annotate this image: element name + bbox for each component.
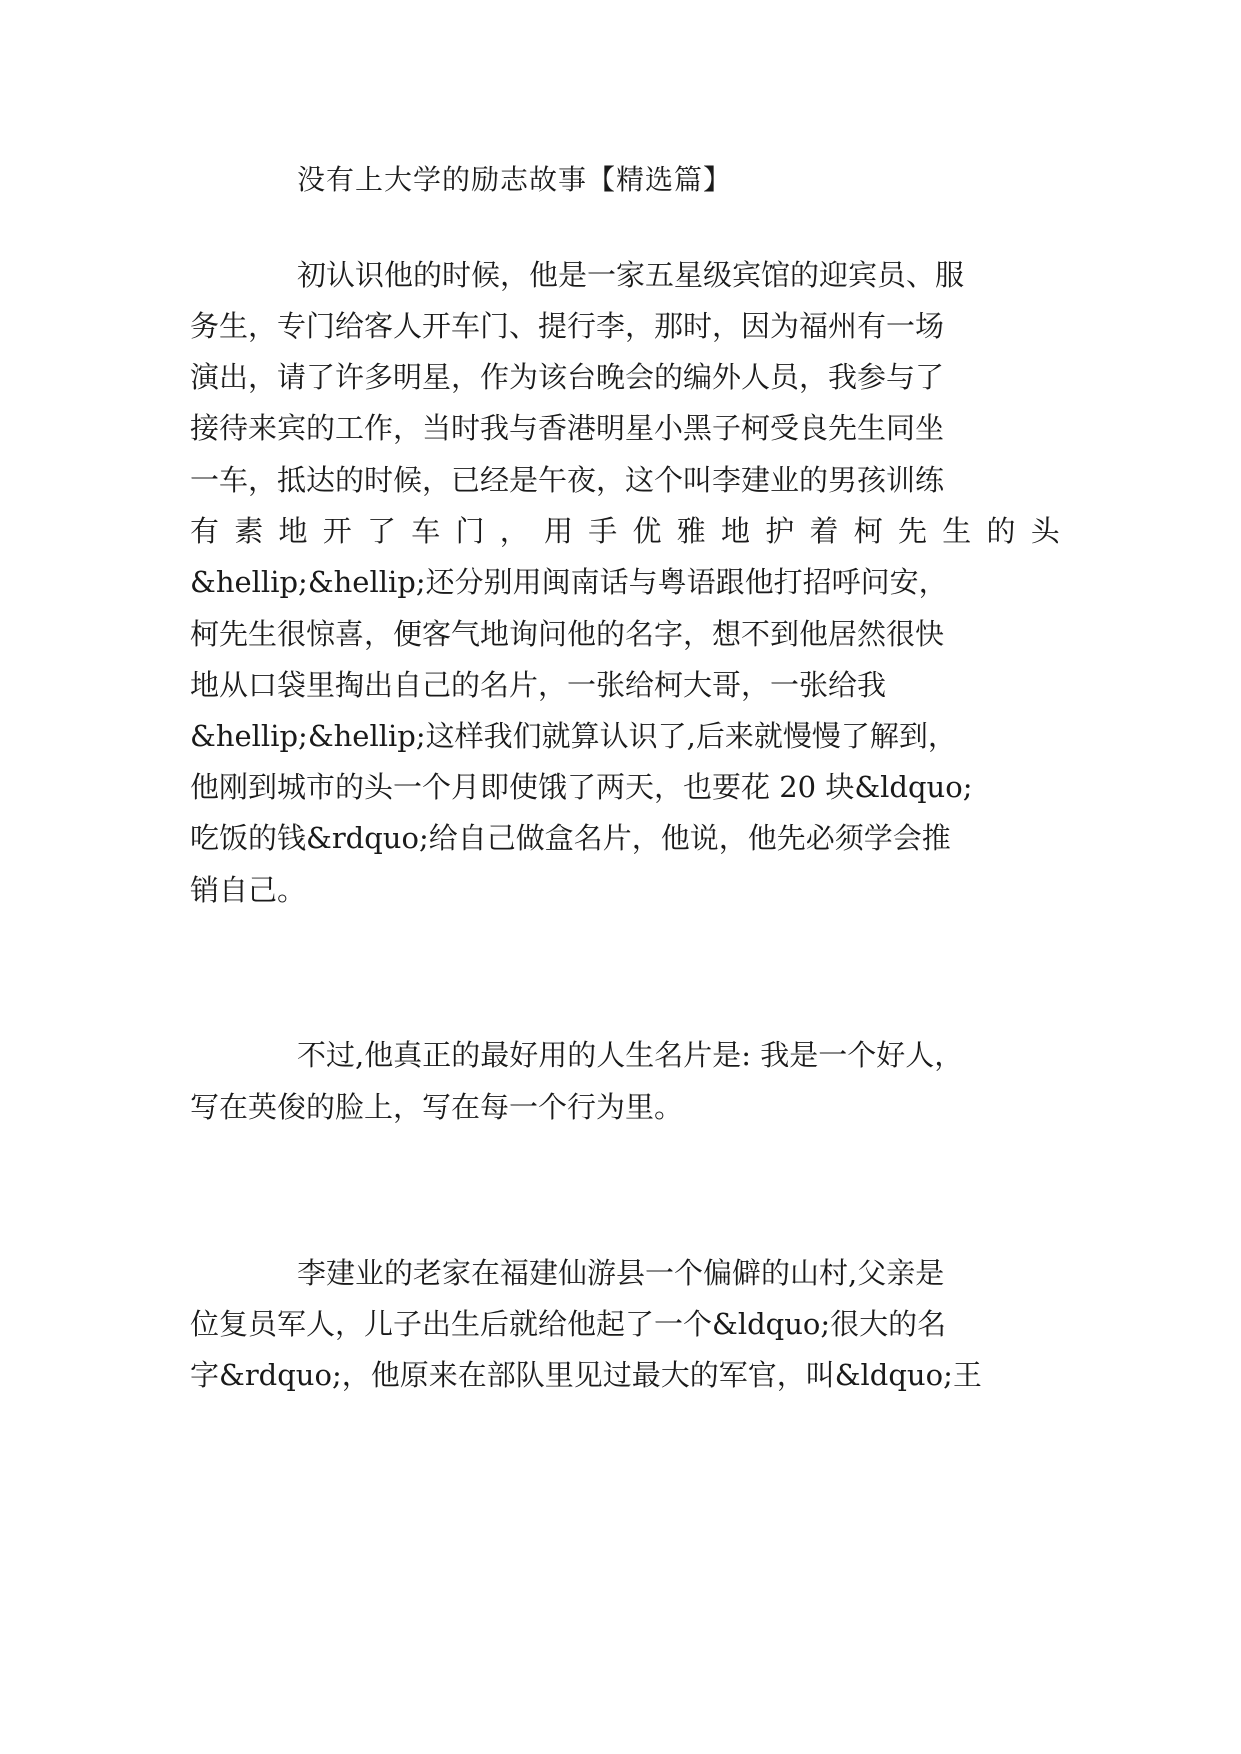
justified-char: 用 bbox=[544, 514, 574, 548]
justified-char: 车 bbox=[411, 514, 441, 548]
justified-char: 开 bbox=[322, 514, 352, 548]
justified-char: 的 bbox=[986, 514, 1016, 548]
paragraph-1-line-8: 柯先生很惊喜，便客气地询问他的名字，想不到他居然很快 bbox=[190, 617, 945, 651]
paragraph-1-line-5: 一车，抵达的时候，已经是午夜，这个叫李建业的男孩训练 bbox=[190, 463, 945, 497]
justified-char: 头 bbox=[1030, 514, 1060, 548]
paragraph-1-line-3: 演出，请了许多明星，作为该台晚会的编外人员，我参与了 bbox=[190, 360, 945, 394]
justified-char: 手 bbox=[588, 514, 618, 548]
paragraph-1-line-2: 务生，专门给客人开车门、提行李，那时，因为福州有一场 bbox=[190, 309, 945, 343]
justified-char: 着 bbox=[809, 514, 839, 548]
justified-char: 地 bbox=[278, 514, 308, 548]
paragraph-1-line-13: 销自己。 bbox=[190, 873, 307, 907]
justified-char: 有 bbox=[190, 514, 220, 548]
justified-char: ， bbox=[499, 514, 529, 548]
paragraph-1-line-10: &hellip;&hellip;这样我们就算认识了,后来就慢慢了解到， bbox=[190, 719, 957, 753]
justified-char: 门 bbox=[455, 514, 485, 548]
paragraph-3-line-3: 字&rdquo;，他原来在部队里见过最大的军官，叫&ldquo;王 bbox=[190, 1358, 982, 1392]
justified-char: 先 bbox=[898, 514, 928, 548]
justified-char: 素 bbox=[234, 514, 264, 548]
justified-char: 护 bbox=[765, 514, 795, 548]
paragraph-1-line-1: 初认识他的时候，他是一家五星级宾馆的迎宾员、服 bbox=[297, 258, 965, 292]
document-title: 没有上大学的励志故事【精选篇】 bbox=[297, 163, 733, 196]
paragraph-1-line-6 bbox=[190, 511, 1060, 551]
paragraph-3-line-1: 李建业的老家在福建仙游县一个偏僻的山村,父亲是 bbox=[297, 1256, 945, 1290]
paragraph-3-line-2: 位复员军人，儿子出生后就给他起了一个&ldquo;很大的名 bbox=[190, 1307, 947, 1341]
paragraph-1-line-7: &hellip;&hellip;还分别用闽南话与粤语跟他打招呼问安， bbox=[190, 565, 948, 599]
paragraph-1-line-9: 地从口袋里掏出自己的名片，一张给柯大哥，一张给我 bbox=[190, 668, 887, 702]
justified-char: 柯 bbox=[853, 514, 883, 548]
paragraph-1-line-11: 他刚到城市的头一个月即使饿了两天，也要花 20 块&ldquo; bbox=[190, 770, 973, 804]
justified-char: 雅 bbox=[676, 514, 706, 548]
paragraph-1-line-4: 接待来宾的工作，当时我与香港明星小黑子柯受良先生同坐 bbox=[190, 411, 945, 445]
justified-char: 优 bbox=[632, 514, 662, 548]
justified-char: 了 bbox=[367, 514, 397, 548]
justified-char: 生 bbox=[942, 514, 972, 548]
paragraph-2-line-2: 写在英俊的脸上，写在每一个行为里。 bbox=[190, 1090, 684, 1124]
paragraph-1-line-12: 吃饭的钱&rdquo;给自己做盒名片，他说，他先必须学会推 bbox=[190, 821, 951, 855]
justified-char: 地 bbox=[721, 514, 751, 548]
paragraph-2-line-1: 不过,他真正的最好用的人生名片是: 我是一个好人， bbox=[297, 1038, 964, 1072]
